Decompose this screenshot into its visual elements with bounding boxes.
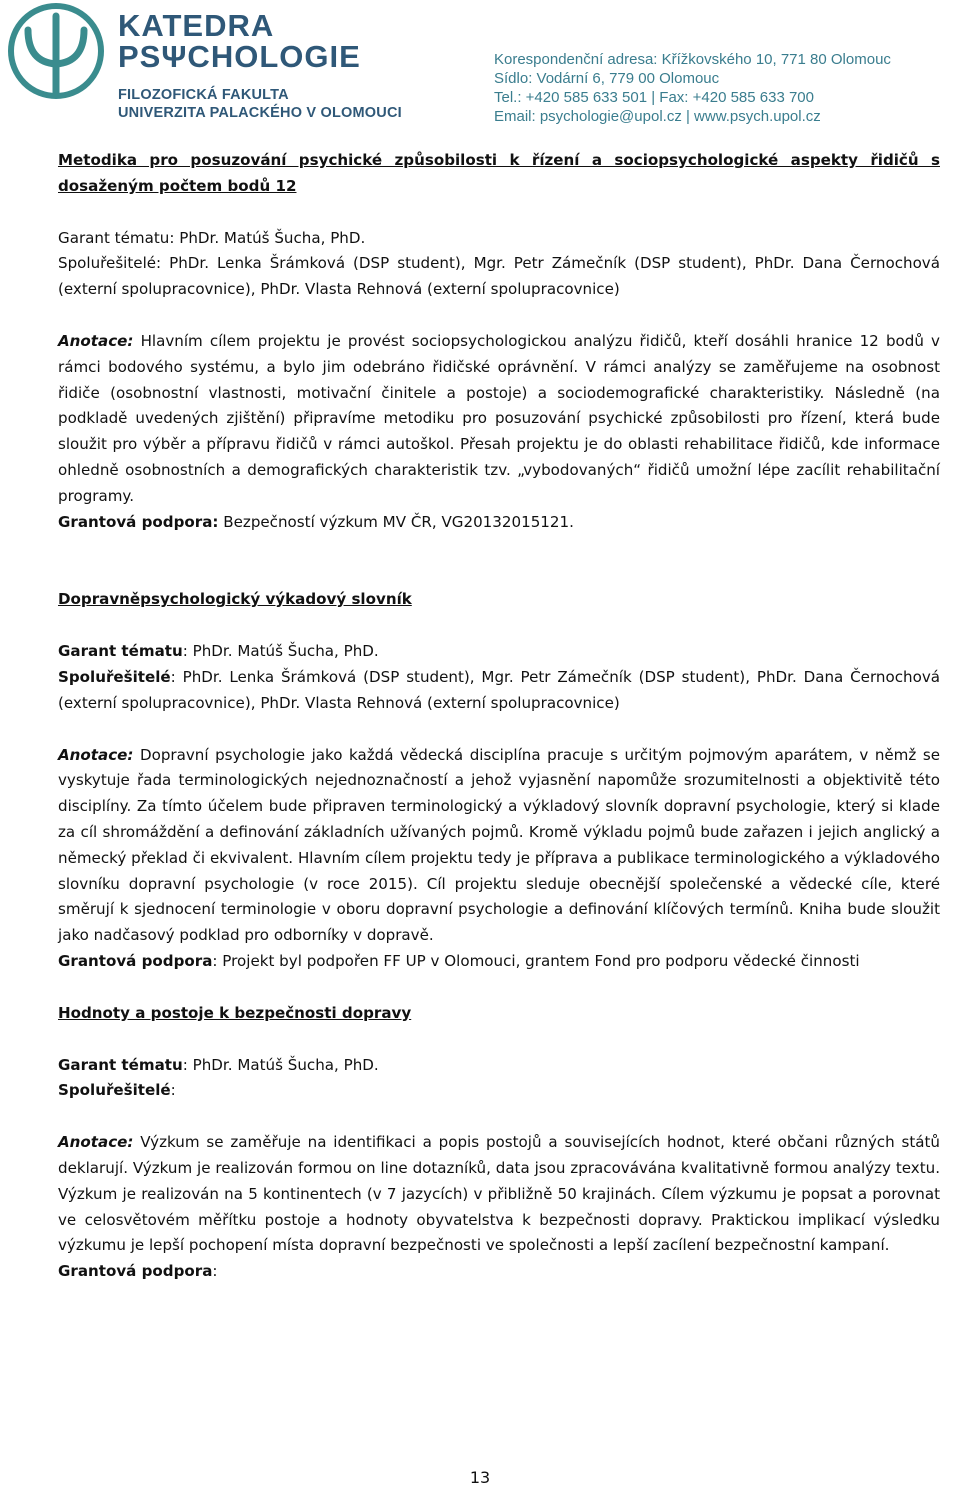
coauthors-label: Spoluřešitelé	[58, 1081, 171, 1100]
department-logo-text	[118, 10, 361, 72]
annotation-label: Anotace:	[58, 331, 134, 350]
grant-value: : Projekt byl podpořen FF UP v Olomouci, grantem Fond pro podporu vědecké činnosti	[212, 951, 860, 970]
project-annotation	[58, 743, 940, 949]
psi-logo-icon	[6, 2, 110, 105]
annotation-label: Anotace:	[58, 745, 134, 764]
faculty-block	[118, 86, 402, 122]
grant-value: :	[212, 1262, 218, 1281]
garant-value: PhDr. Matúš Šucha, PhD.	[174, 228, 366, 247]
contact-block	[494, 50, 956, 126]
project-garant	[58, 1053, 940, 1079]
logo-line-katedra: KATEDRA	[118, 8, 275, 43]
project-annotation	[58, 329, 940, 510]
grant-label: Grantová podpora	[58, 951, 213, 970]
garant-label: Garant tématu	[58, 642, 183, 661]
coauthors-value: : PhDr. Lenka Šrámková (DSP student), Mgr. Petr Zámečník (DSP student), PhDr. Dana Černochová (externí spolupracovnice), PhDr. Vlasta Rehnová (externí spolupracovnice)	[58, 667, 940, 712]
project-title: Hodnoty a postoje k bezpečnosti dopravy	[58, 1003, 412, 1022]
annotation-value: Hlavním cílem projektu je provést sociopsychologickou analýzu řidičů, kteří dosáhli hranice 12 bodů v rámci bodového systému, a bylo jim odebráno řidičské oprávnění. V rámci analýzy se zaměřujeme na osobnost řidiče (osobnostní vlastnosti, motivační činitele a postoje) a sociodemografické charakteristiky. Následně (na podkladě uvedených zjištění) připravíme metodiku pro posuzování psychické způsobilosti pro řízení, která bude sloužit pro výběr a přípravu řidičů v rámci autoškol. Přesah projektu je do oblasti rehabilitace řidičů, kde informace ohledně osobnostních a demografických charakteristik tzv. „vybodovaných“ řidičů umožní lépe zacílit rehabilitační programy.	[58, 331, 940, 505]
project-title: Dopravněpsychologický výkadový slovník	[58, 590, 412, 609]
garant-label: Garant tématu	[58, 1055, 183, 1074]
project-annotation	[58, 1130, 940, 1259]
project-coauthors	[58, 665, 940, 717]
contact-phone: Tel.: +420 585 633 501 | Fax: +420 585 633 700	[494, 89, 814, 106]
logo-line-psychologie: PSΨCHOLOGIE	[118, 39, 361, 74]
grant-label: Grantová podpora	[58, 1262, 213, 1281]
project-coauthors	[58, 251, 940, 303]
project-garant	[58, 226, 940, 252]
contact-seat: Sídlo: Vodární 6, 779 00 Olomouc	[494, 70, 720, 87]
garant-label: Garant tématu:	[58, 228, 175, 247]
coauthors-label: Spoluřešitelé:	[58, 254, 162, 273]
coauthors-label: Spoluřešitelé	[58, 667, 171, 686]
letterhead	[0, 0, 960, 130]
grant-value: Bezpečností výzkum MV ČR, VG20132015121.	[218, 512, 574, 531]
annotation-label: Anotace:	[58, 1133, 134, 1152]
project-grant	[58, 510, 940, 536]
page-number: 13	[469, 1468, 491, 1487]
coauthors-value: PhDr. Lenka Šrámková (DSP student), Mgr. Petr Zámečník (DSP student), PhDr. Dana Černochová (externí spolupracovnice), PhDr. Vlasta Rehnová (externí spolupracovnice)	[58, 254, 940, 299]
project-title: Metodika pro posuzování psychické způsobilosti k řízení a sociopsychologické aspekty řidičů s dosaženým počtem bodů 12	[58, 151, 940, 195]
contact-address: Korespondenční adresa: Křížkovského 10, 771 80 Olomouc	[494, 51, 891, 68]
grant-label: Grantová podpora:	[58, 512, 219, 531]
project-garant	[58, 639, 940, 665]
faculty-name: FILOZOFICKÁ FAKULTA	[118, 87, 289, 103]
garant-value: : PhDr. Matúš Šucha, PhD.	[182, 1055, 379, 1074]
document-body	[58, 148, 940, 1285]
project-grant	[58, 1259, 940, 1285]
garant-value: : PhDr. Matúš Šucha, PhD.	[182, 642, 379, 661]
contact-email: Email: psychologie@upol.cz | www.psych.upol.cz	[494, 108, 821, 125]
annotation-value: Výzkum se zaměřuje na identifikaci a popis postojů a souvisejících hodnot, které občani různých států deklarují. Výzkum je realizován formou on line dotazníků, data jsou zpracovávána kvalitativně formou analýzy textu. Výzkum je realizován na 5 kontinentech (v 7 jazycích) v přibližně 50 krajinách. Cílem výzkumu je popsat a porovnat ve celosvětovém měřítku postoje a hodnoty obyvatelstva k bezpečnosti dopravy. Praktickou implikací výsledku výzkumu je lepší pochopení místa dopravní bezpečnosti ve společnosti a lepší zacílení bezpečnostní kampaní.	[58, 1133, 940, 1255]
project-coauthors	[58, 1078, 940, 1104]
coauthors-value: :	[170, 1081, 176, 1100]
university-name: UNIVERZITA PALACKÉHO V OLOMOUCI	[118, 105, 402, 121]
project-grant	[58, 949, 940, 975]
annotation-value: Dopravní psychologie jako každá vědecká disciplína pracuje s určitým pojmovým aparátem, v němž se vyskytuje řada terminologických nejednoznačností a jehož vyjasnění napomůže srozumitelnosti a objektivitě této disciplíny. Za tímto účelem bude připraven terminologický a výkladový slovník dopravní psychologie, který si klade za cíl shromáždění a definování základních užívaných pojmů. Kromě výkladu pojmů bude zařazen i jejich anglický a německý překlad či ekvivalent. Hlavním cílem projektu tedy je příprava a publikace terminologického a výkladového slovníku dopravní psychologie (v roce 2015). Cíl projektu sleduje obecnější společenské a vědecké cíle, které směrují k sjednocení terminologie v oboru dopravní psychologie a definování klíčových termínů. Kniha bude sloužit jako nadčasový podklad pro odborníky v dopravě.	[58, 745, 940, 945]
